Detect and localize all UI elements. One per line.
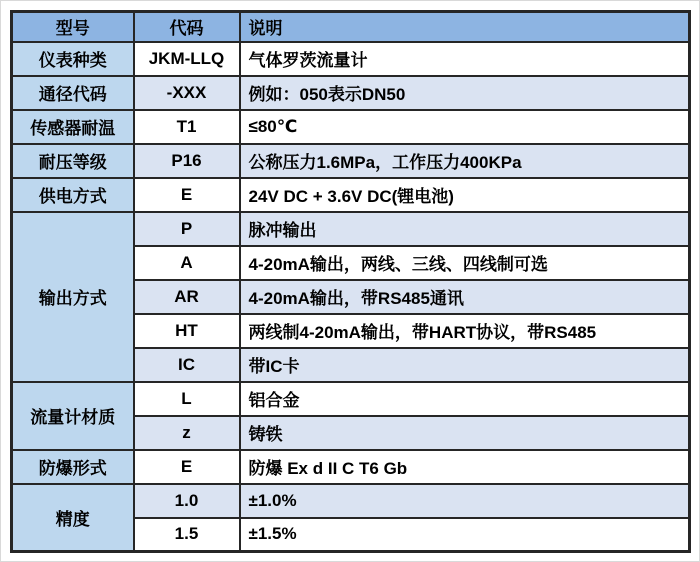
desc-cell: 铸铁 [240, 416, 690, 450]
code-cell: 1.5 [134, 518, 240, 552]
desc-cell: 4-20mA输出，两线、三线、四线制可选 [240, 246, 690, 280]
model-cell: 流量计材质 [12, 382, 134, 450]
model-cell: 传感器耐温 [12, 110, 134, 144]
desc-cell: 例如：050表示DN50 [240, 76, 690, 110]
desc-cell: ±1.5% [240, 518, 690, 552]
code-cell: 1.0 [134, 484, 240, 518]
desc-cell: 气体罗茨流量计 [240, 42, 690, 76]
code-cell: AR [134, 280, 240, 314]
code-cell: E [134, 450, 240, 484]
code-cell: IC [134, 348, 240, 382]
desc-cell: ±1.0% [240, 484, 690, 518]
header-row [12, 12, 690, 42]
model-cell: 供电方式 [12, 178, 134, 212]
table-row [12, 110, 690, 144]
model-cell: 仪表种类 [12, 42, 134, 76]
desc-cell: 两线制4-20mA输出，带HART协议，带RS485 [240, 314, 690, 348]
code-cell: P16 [134, 144, 240, 178]
desc-cell: 脉冲输出 [240, 212, 690, 246]
desc-cell: 带IC卡 [240, 348, 690, 382]
table-row [12, 144, 690, 178]
model-cell: 输出方式 [12, 212, 134, 382]
code-cell: -XXX [134, 76, 240, 110]
spec-table [10, 10, 691, 553]
code-cell: A [134, 246, 240, 280]
code-cell: JKM-LLQ [134, 42, 240, 76]
table-row [12, 450, 690, 484]
desc-cell: ≤80℃ [240, 110, 690, 144]
code-cell: T1 [134, 110, 240, 144]
column-header-desc: 说明 [240, 12, 690, 42]
table-row [12, 212, 690, 246]
model-cell: 防爆形式 [12, 450, 134, 484]
desc-cell: 公称压力1.6MPa，工作压力400KPa [240, 144, 690, 178]
model-cell: 精度 [12, 484, 134, 552]
desc-cell: 4-20mA输出，带RS485通讯 [240, 280, 690, 314]
model-cell: 通径代码 [12, 76, 134, 110]
code-cell: E [134, 178, 240, 212]
desc-cell: 24V DC + 3.6V DC(锂电池) [240, 178, 690, 212]
table-row [12, 42, 690, 76]
desc-cell: 铝合金 [240, 382, 690, 416]
code-cell: HT [134, 314, 240, 348]
column-header-code: 代码 [134, 12, 240, 42]
model-cell: 耐压等级 [12, 144, 134, 178]
code-cell: P [134, 212, 240, 246]
desc-cell: 防爆 Ex d II C T6 Gb [240, 450, 690, 484]
code-cell: L [134, 382, 240, 416]
table-row [12, 76, 690, 110]
column-header-model: 型号 [12, 12, 134, 42]
table-row [12, 484, 690, 518]
code-cell: z [134, 416, 240, 450]
table-row [12, 382, 690, 416]
table-row [12, 178, 690, 212]
